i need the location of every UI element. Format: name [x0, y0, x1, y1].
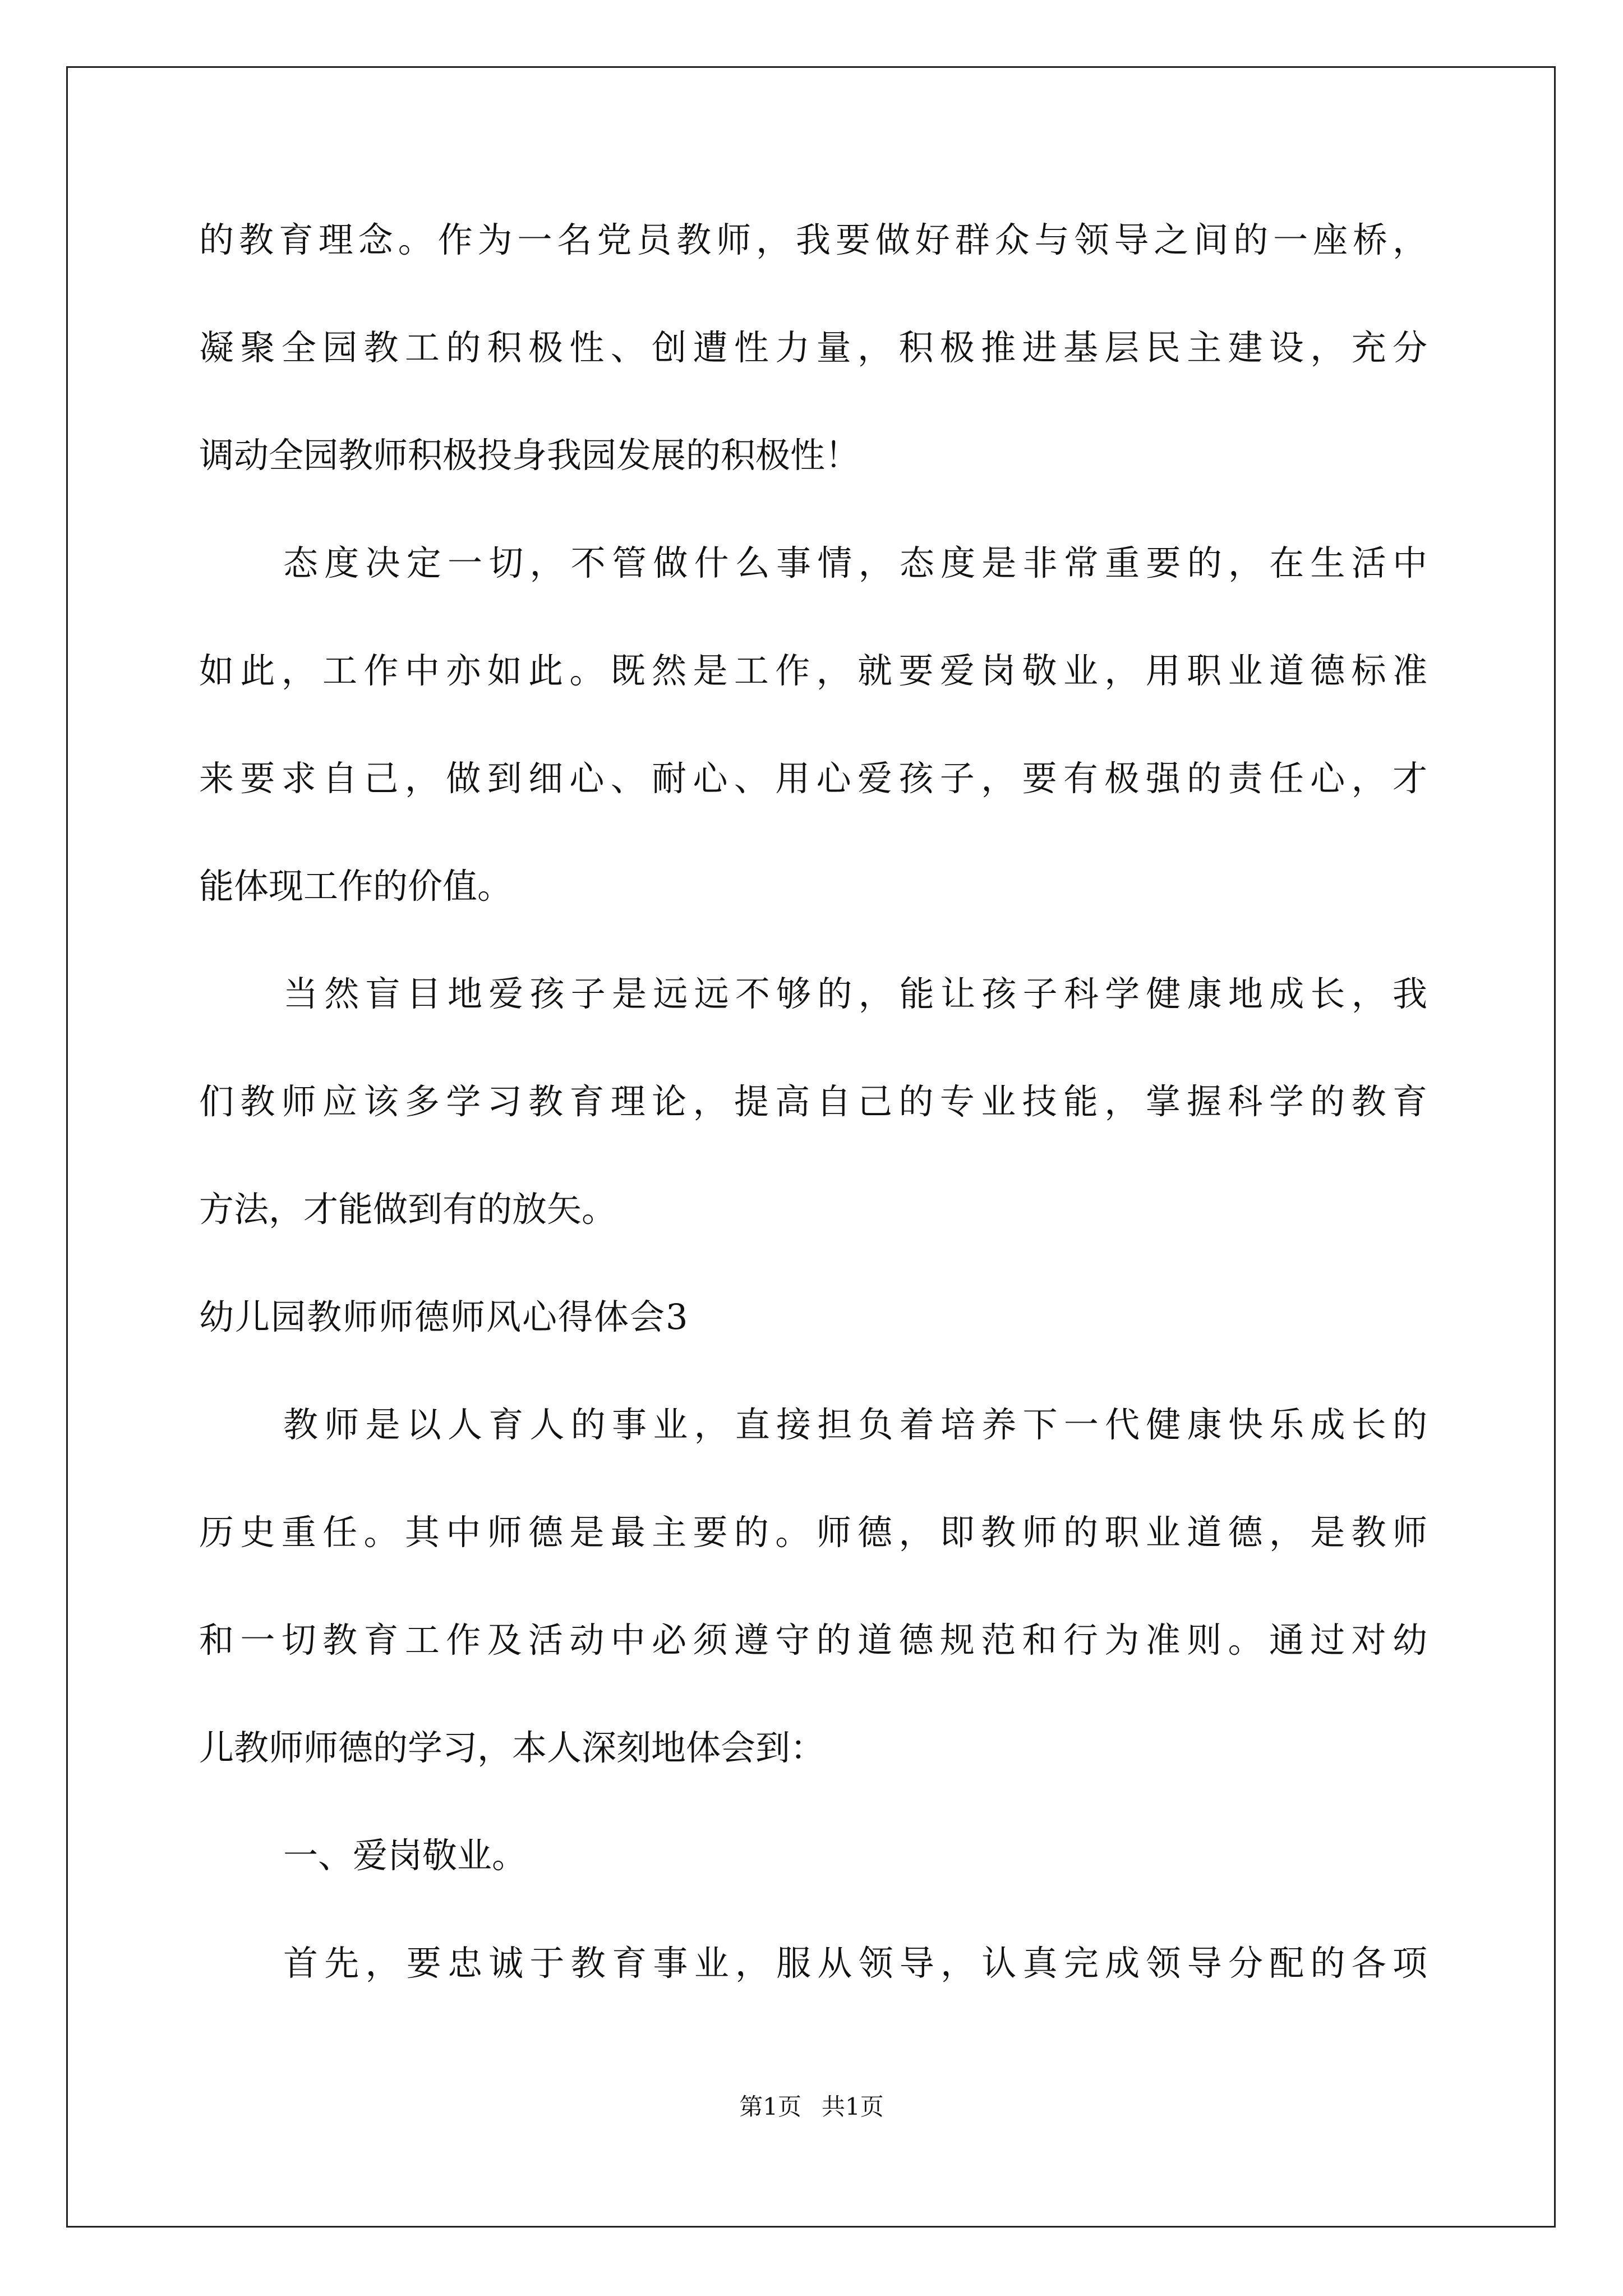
text-line: 调动全园教师积极投身我园发展的积极性！ [199, 435, 860, 476]
page-total: 共1页 [822, 2093, 884, 2120]
text-line: 凝聚全园教工的积极性、创遭性力量，积极推进基层民主建设，充分 [199, 327, 1427, 368]
text-line: 能体现工作的价值。 [199, 866, 513, 907]
page-footer [0, 2090, 1623, 2124]
text-line: 儿教师师德的学习，本人深刻地体会到： [199, 1727, 826, 1768]
text-line: 和一切教育工作及活动中必须遵守的道德规范和行为准则。通过对幼 [199, 1619, 1427, 1660]
text-line: 首先，要忠诚于教育事业，服从领导，认真完成领导分配的各项 [283, 1943, 1427, 1984]
text-line: 教师是以人育人的事业，直接担负着培养下一代健康快乐成长的 [283, 1404, 1427, 1445]
text-line: 当然盲目地爱孩子是远远不够的，能让孩子科学健康地成长，我 [283, 973, 1427, 1014]
text-line: 方法，才能做到有的放矢。 [199, 1189, 617, 1230]
text-line: 态度决定一切，不管做什么事情，态度是非常重要的，在生活中 [283, 542, 1427, 583]
text-line: 来要求自己，做到细心、耐心、用心爱孩子，要有极强的责任心，才 [199, 758, 1427, 799]
section-heading: 幼儿园教师师德师风心得体会3 [199, 1296, 689, 1337]
text-line: 们教师应该多学习教育理论，提高自己的专业技能，掌握科学的教育 [199, 1081, 1427, 1122]
text-line: 一、爱岗敬业。 [283, 1835, 527, 1876]
text-line: 如此，工作中亦如此。既然是工作，就要爱岗敬业，用职业道德标准 [199, 650, 1427, 691]
page-number: 第1页 [739, 2093, 801, 2120]
page-border [66, 66, 1556, 2228]
text-line: 的教育理念。作为一名党员教师，我要做好群众与领导之间的一座桥， [199, 219, 1427, 260]
text-line: 历史重任。其中师德是最主要的。师德，即教师的职业道德，是教师 [199, 1512, 1427, 1553]
